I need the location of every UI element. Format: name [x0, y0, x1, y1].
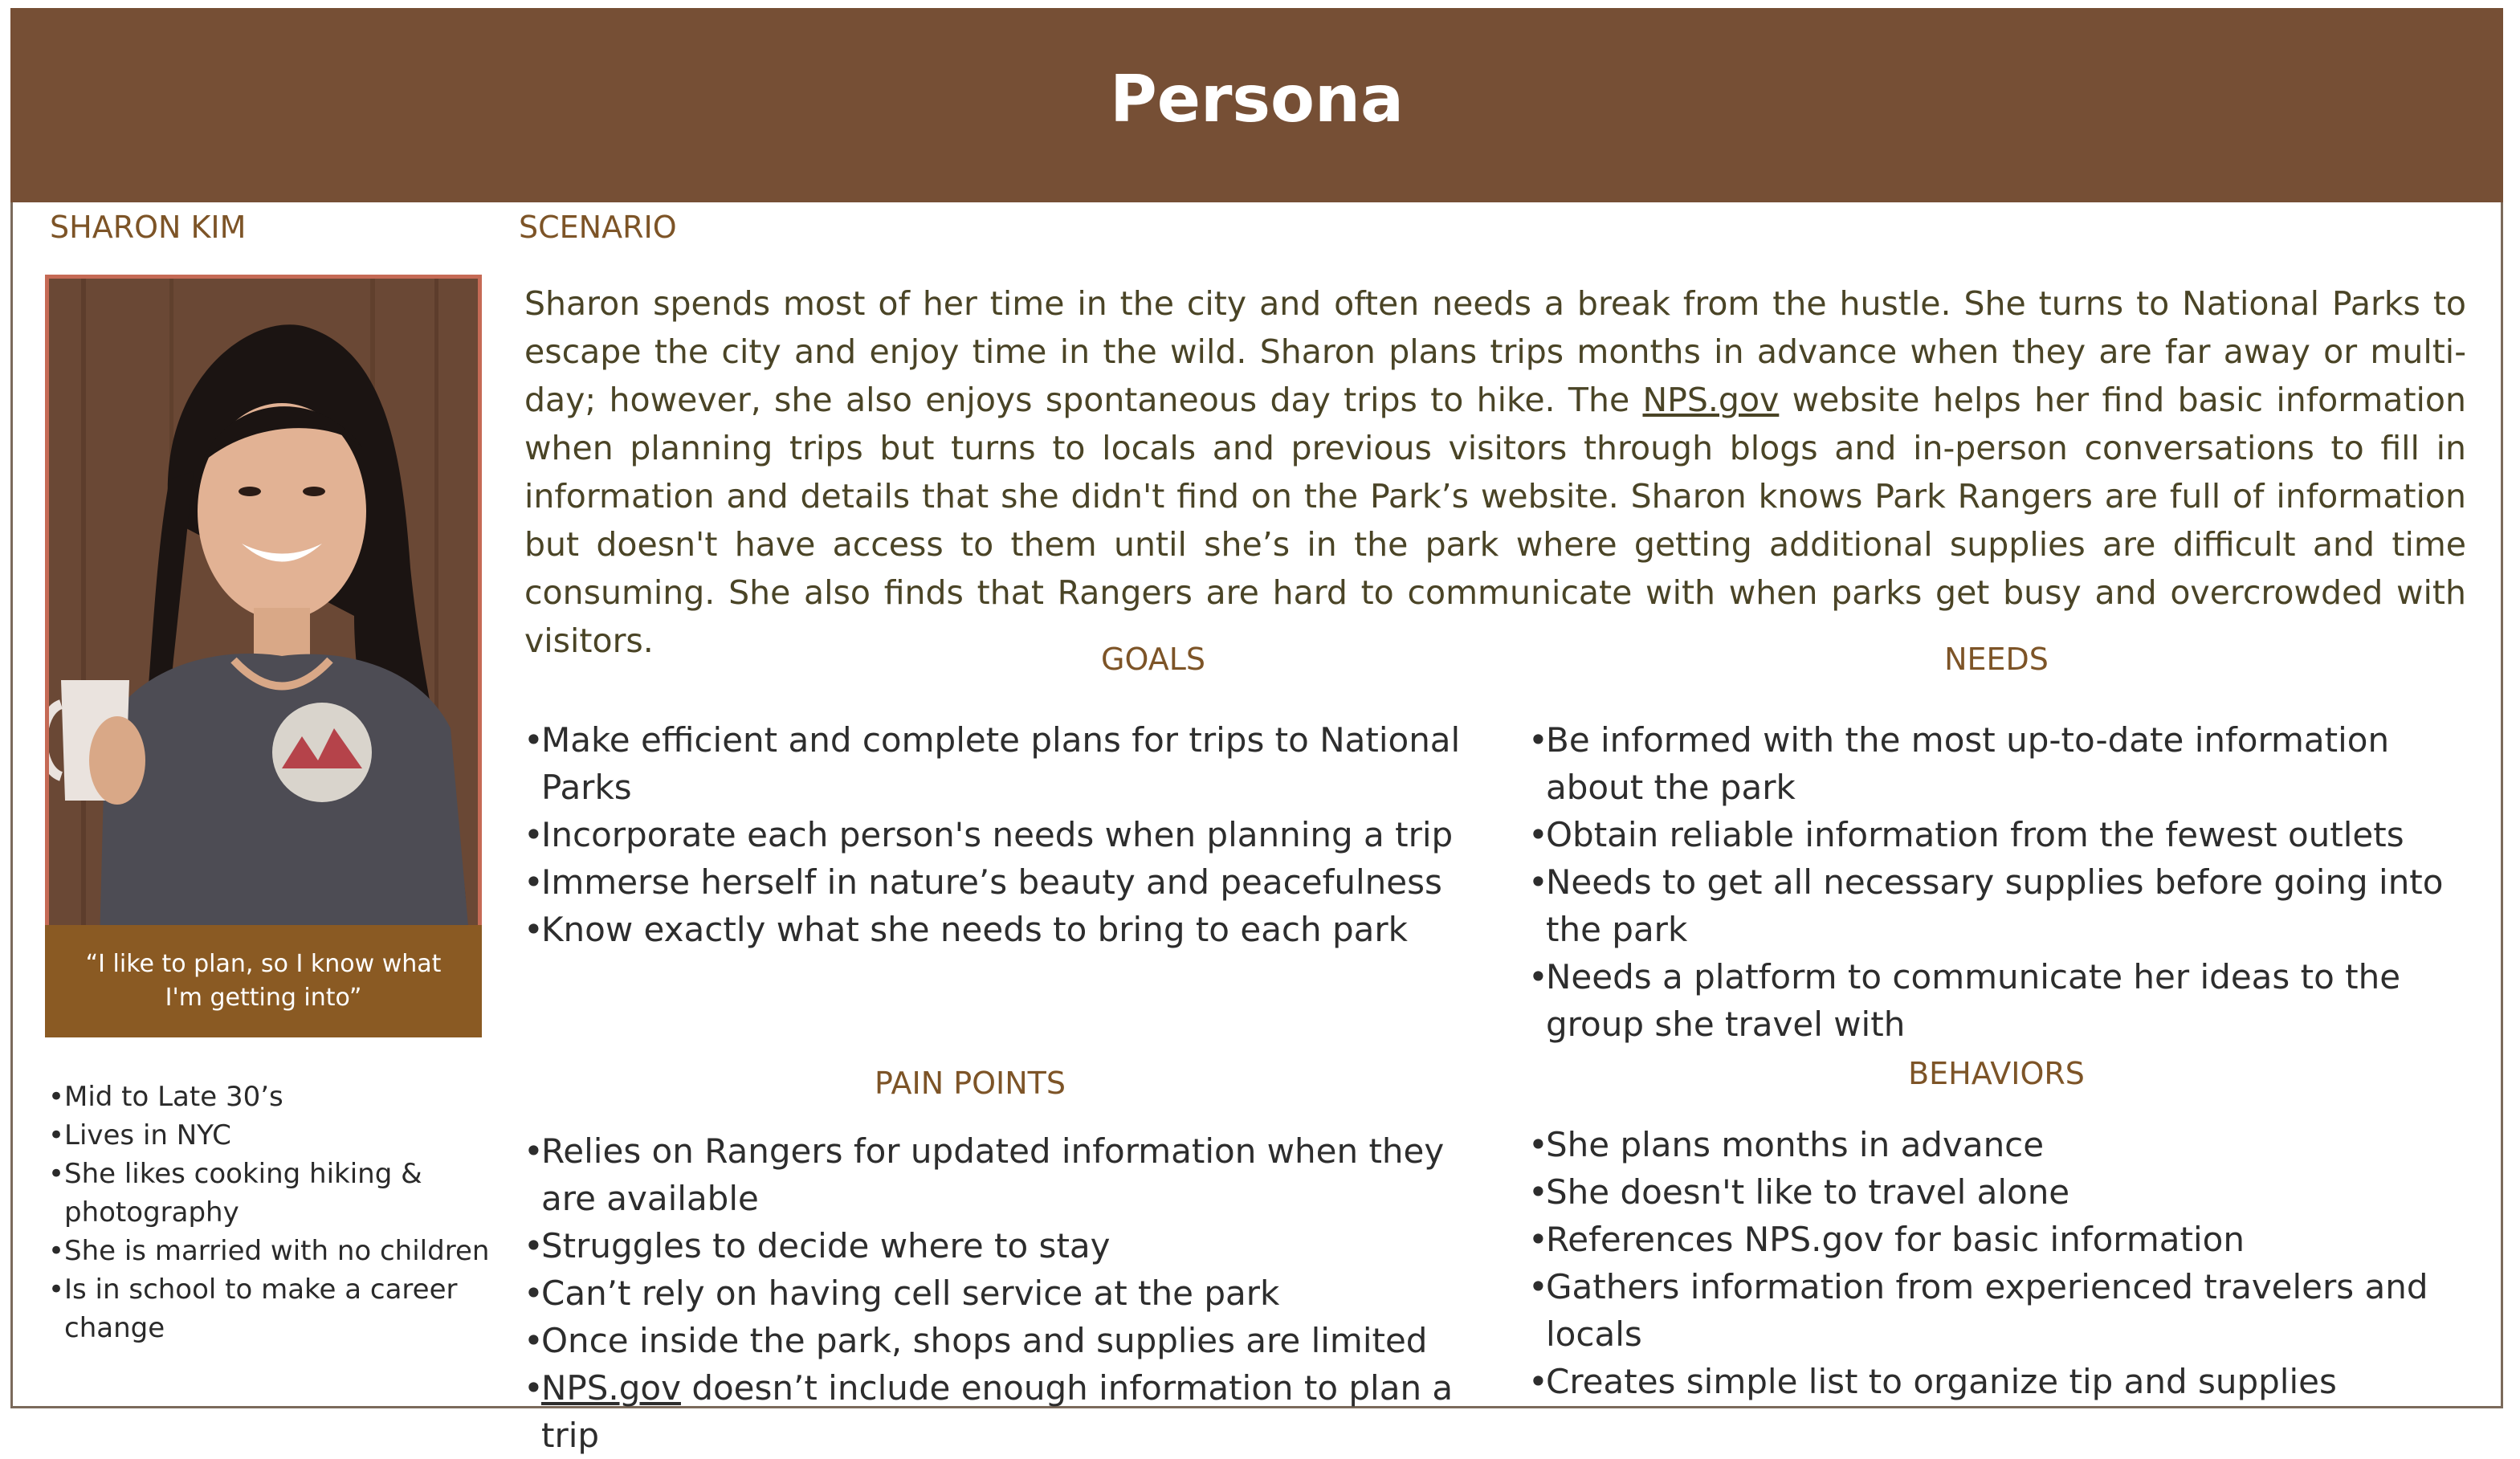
nps-link[interactable]: NPS.gov	[1642, 381, 1780, 419]
persona-photo-illustration	[49, 279, 478, 1033]
scenario-text-part2: website helps her find basic information when planning trips but turns to locals and previous visitors through blogs and in-person conversations to fill in information and details that she didn't find on the Park’s website. Sharon knows Park Rangers are full of information but doesn't have access to them until she’s in the park where getting additional supplies are difficult and time consuming. She also finds that Rangers are hard to communicate with when parks get busy and overcrowded with visitors.	[524, 381, 2466, 660]
goals-item: • Immerse herself in nature’s beauty and peacefulness	[524, 858, 1471, 906]
goals-item: • Incorporate each person's needs when planning a trip	[524, 811, 1471, 858]
persona-detail-item: • She likes cooking hiking & photography	[48, 1155, 498, 1232]
pain-point-item: • Relies on Rangers for updated information when they are available	[524, 1127, 1471, 1222]
persona-photo	[45, 275, 482, 1037]
persona-quote: “I like to plan, so I know what I'm getting into”	[45, 925, 482, 1037]
needs-item: • Needs to get all necessary supplies before going into the park	[1528, 858, 2476, 953]
pain-points-heading: PAIN POINTS	[875, 1066, 1066, 1101]
needs-item: • Be informed with the most up-to-date information about the park	[1528, 716, 2476, 811]
scenario-text	[524, 279, 2466, 665]
goals-item: • Know exactly what she needs to bring to each park	[524, 906, 1471, 953]
persona-detail-item: • Lives in NYC	[48, 1116, 498, 1155]
behavior-item: • Creates simple list to organize tip and supplies	[1528, 1358, 2476, 1405]
needs-item: • Needs a platform to communicate her ideas to the group she travel with	[1528, 953, 2476, 1048]
pain-points-list	[524, 1127, 1471, 1459]
goals-item: • Make efficient and complete plans for trips to National Parks	[524, 716, 1471, 811]
page-title: Persona	[1110, 62, 1404, 137]
pain-point-item: • Struggles to decide where to stay	[524, 1222, 1471, 1269]
goals-list	[524, 716, 1471, 953]
needs-heading: NEEDS	[1944, 642, 2049, 677]
nps-link[interactable]: NPS.gov	[541, 1368, 681, 1408]
goals-heading: GOALS	[1101, 642, 1205, 677]
pain-point-text: doesn’t include enough information to plan a trip	[541, 1368, 1454, 1455]
scenario-text-part1: Sharon spends most of her time in the city and often needs a break from the hustle. She turns to National Parks to escape the city and enjoy time in the wild. Sharon plans trips months in advance when they are far away or multi-day; however, she also enjoys spontaneous day trips to hike. The	[524, 284, 2466, 419]
scenario-heading: SCENARIO	[519, 210, 677, 245]
behavior-item: • References NPS.gov for basic information	[1528, 1216, 2476, 1263]
behavior-item: • Gathers information from experienced travelers and locals	[1528, 1263, 2476, 1358]
needs-list	[1528, 716, 2476, 1048]
persona-details-list	[48, 1078, 498, 1347]
persona-name: SHARON KIM	[50, 210, 247, 245]
behavior-item: • She plans months in advance	[1528, 1121, 2476, 1168]
persona-detail-item: • She is married with no children	[48, 1232, 498, 1270]
persona-detail-item: • Mid to Late 30’s	[48, 1078, 498, 1116]
behavior-item: • She doesn't like to travel alone	[1528, 1168, 2476, 1216]
pain-point-item: • Can’t rely on having cell service at the park	[524, 1269, 1471, 1317]
behaviors-heading: BEHAVIORS	[1908, 1056, 2085, 1091]
needs-item: • Obtain reliable information from the fewest outlets	[1528, 811, 2476, 858]
persona-detail-item: • Is in school to make a career change	[48, 1270, 498, 1347]
header-bar	[10, 8, 2503, 202]
pain-point-item	[524, 1364, 1471, 1459]
behaviors-list	[1528, 1121, 2476, 1405]
pain-point-item: • Once inside the park, shops and supplies are limited	[524, 1317, 1471, 1364]
